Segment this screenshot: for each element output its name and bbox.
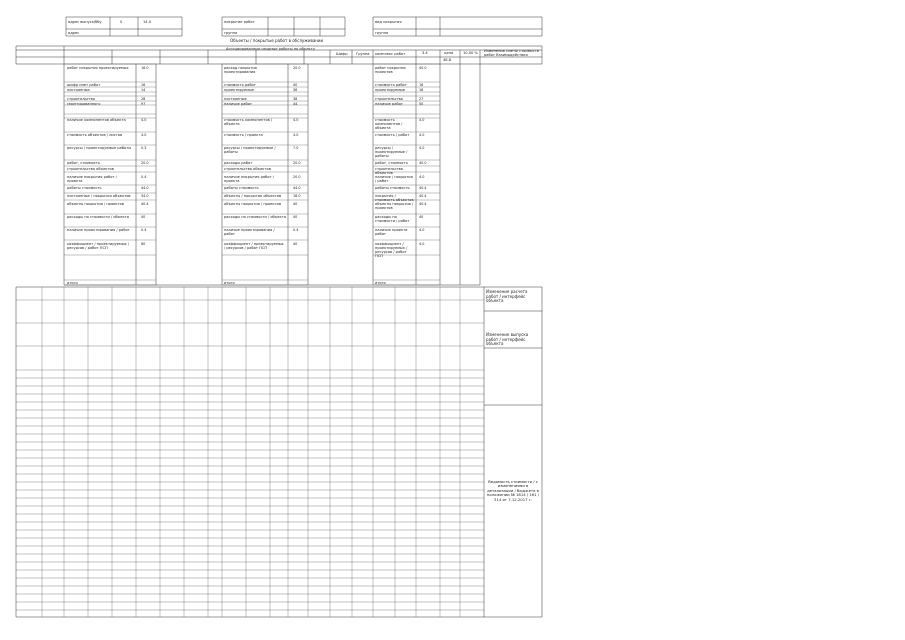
row-value: 4.0 — [141, 118, 147, 122]
row-value: 0.4 — [141, 228, 147, 232]
row-label: ресурсы / проектируемые / работы — [224, 146, 276, 154]
row-label: расходы по стоимости / объекта — [224, 215, 286, 219]
row-label: наличие покрытия работ / проекта — [224, 175, 274, 183]
row-label: стоимость работ — [224, 83, 256, 87]
side-note-1: Изменение расчета работ / интерфейс объекта — [486, 289, 528, 304]
row-label: стоимость компонентов / объекта — [375, 118, 403, 130]
row-value: 44.0 — [141, 186, 149, 190]
col-header-code: Шифр — [336, 52, 348, 56]
row-label: стоимость работ — [375, 83, 407, 87]
row-label: постоянные — [224, 97, 247, 101]
row-label: работы стоимость — [224, 186, 259, 190]
row-value: 4.0 — [293, 133, 299, 137]
row-value: 36 — [293, 88, 298, 92]
header-mid-sublabel: группа — [224, 31, 238, 35]
row-label: покрытия / стоимость объектов — [375, 194, 414, 202]
row-label: итого — [375, 281, 386, 285]
row-value: 97 — [141, 102, 146, 106]
row-value: 4.0 — [419, 175, 425, 179]
row-label: наличие проектирования / работ — [67, 228, 130, 232]
row-value: 16 — [141, 83, 146, 87]
row-value: 50 — [419, 102, 424, 106]
object-title: Объекты / покрытые работ в обслуживании — [230, 38, 324, 43]
lower-grid-frame — [16, 287, 542, 617]
lower-grid-rows — [16, 300, 484, 610]
row-value: 4.0 — [419, 118, 425, 122]
row-label: расходы работ — [224, 161, 253, 165]
header-left-label: адрес выпуск/ббу — [68, 20, 102, 24]
row-value: 0.3 — [141, 146, 147, 150]
row-label: коэффициент / проектируемых / ресурсов / работ ПСП — [67, 242, 130, 250]
row-value: 34.0 — [141, 194, 149, 198]
right-head-label-b: 10.00 % — [463, 51, 478, 55]
row-value: 20.0 — [141, 161, 149, 165]
row-value: 44 — [293, 102, 298, 106]
row-label: строительство объектов — [224, 167, 271, 171]
row-label: объекты покрытия / проектов — [224, 202, 281, 206]
row-label: наличие компонентов объекта — [67, 118, 126, 122]
row-value: 0.4 — [293, 228, 299, 232]
row-value: 40.0 — [419, 161, 427, 165]
row-value: 14 — [141, 88, 146, 92]
row-label: объекты / покрытия объектов — [224, 194, 282, 198]
row-label: строительство — [67, 97, 95, 101]
row-value: 20.0 — [293, 175, 301, 179]
row-value: 4.0 — [419, 242, 425, 246]
header-left-number: 0 — [120, 20, 123, 24]
row-label: итого — [224, 281, 235, 285]
lower-grid-columns — [42, 287, 460, 617]
row-value: 4.0 — [293, 118, 299, 122]
row-value: 18.0 — [293, 194, 301, 198]
row-label: расходы по стоимости / работ — [375, 215, 410, 223]
header-left-value: 14.0 — [143, 20, 152, 24]
row-label: наличие работ — [224, 102, 252, 106]
header-right-sublabel: группа — [375, 31, 389, 35]
row-label: работ покрытия проектов — [375, 66, 406, 74]
row-label: коэффициент / проектируемых / ресурсов / работ ПСП — [224, 242, 284, 250]
row-value: 7.0 — [293, 146, 299, 150]
row-value: 38 — [293, 97, 298, 101]
row-value: 4.0 — [141, 133, 147, 137]
row-value: 40 — [293, 215, 298, 219]
row-value: 0.4 — [141, 175, 147, 179]
row-label: коэффициент / проектируемых / ресурсов / работ ПСП — [375, 242, 408, 258]
row-label: строительство объектов — [375, 167, 403, 175]
row-label: проектируемые — [224, 88, 255, 92]
row-label: работ покрытия проектируемых — [67, 66, 129, 70]
row-value: 40.4 — [419, 186, 427, 190]
row-label: расход покрытия проектирования — [224, 66, 257, 74]
row-value: 4.0 — [419, 146, 425, 150]
row-value: 40 — [141, 215, 146, 219]
row-label: итого — [67, 281, 78, 285]
row-value: 4.0 — [419, 228, 425, 232]
row-label: объекты покрытия / проектов — [67, 202, 124, 206]
row-value: 28 — [141, 97, 146, 101]
row-label: стоимость / проекта — [224, 133, 263, 137]
col-header-complex: комплекс работ — [375, 52, 406, 56]
header-right-label: вид покрытия — [375, 20, 402, 24]
row-value: 16.0 — [141, 66, 149, 70]
row-label: наличие покрытия работ / проекта — [67, 175, 117, 183]
right-head-val-b: 48.8 — [443, 58, 452, 62]
row-value: 40 — [293, 242, 298, 246]
row-label: постоянные / покрытия объектов — [67, 194, 131, 198]
header-left-sublabel: адрес — [68, 31, 80, 35]
row-label: наличие проекта работ — [375, 228, 408, 236]
row-label: работы стоимость — [67, 186, 102, 190]
row-label: работ, стоимость — [67, 161, 100, 165]
row-label: стоимость объектов / листов — [67, 133, 123, 137]
row-label: ресурсы / проектируемые / работы — [375, 146, 408, 158]
header-mid-label: покрытие работ — [224, 20, 255, 24]
right-head-label-a: цена — [444, 51, 454, 55]
row-value: 18 — [419, 88, 424, 92]
row-label: строительство — [375, 97, 403, 101]
row-value: 40.0 — [419, 66, 427, 70]
row-label: ресурсы / проектируемые работы — [67, 146, 132, 150]
row-label: объекты покрытия / проектов — [375, 202, 414, 210]
row-label: работы стоимость — [375, 186, 410, 190]
row-value: 40.4 — [141, 202, 149, 206]
row-value: 80 — [141, 242, 146, 246]
row-label: постоянные — [67, 88, 90, 92]
row-value: 20.0 — [293, 161, 301, 165]
side-note-3: Ведомость стоимости / с изменениями в детализации / бюджета в положении № 1814 / 161 / 314 от 7.12.2017 г. — [486, 479, 540, 502]
row-value: 16 — [419, 83, 424, 87]
row-value: 4.0 — [419, 133, 425, 137]
row-value: 40.4 — [419, 202, 427, 206]
right-head-caption: Изменение сметы стоимости работ Взаимодействия — [484, 49, 540, 58]
row-label: стоимость компонентов / объекта — [224, 118, 273, 126]
row-label: строительство объектов — [67, 167, 114, 171]
right-head-val-a: 3.4 — [422, 51, 428, 55]
row-label: наличие / покрытия / работ — [375, 175, 413, 183]
row-label: расходы по стоимости / объекта — [67, 215, 129, 219]
row-label: шифр смет работ — [67, 83, 101, 87]
side-note-2: Изменение выпуска работ / интерфейс объекта — [486, 332, 529, 347]
row-label: проектируемые — [375, 88, 406, 92]
row-value: 40 — [293, 83, 298, 87]
row-value: 40 — [293, 202, 298, 206]
row-value: 40 — [419, 215, 424, 219]
row-value: 40.4 — [419, 194, 427, 198]
row-value: 20.0 — [293, 66, 301, 70]
row-value: 27 — [419, 97, 424, 101]
row-label: работ, стоимость — [375, 161, 408, 165]
row-value: 44.0 — [293, 186, 301, 190]
col-header-group: Группа — [356, 52, 370, 56]
row-label: наличие работ — [375, 102, 403, 106]
object-subtitle: Ассоциированные сводные работы по объекту — [226, 46, 315, 51]
row-label: наличие проектирования / работ — [224, 228, 275, 236]
row-label: стоимость / работ — [375, 133, 410, 137]
row-label: смонтированного — [67, 102, 101, 106]
